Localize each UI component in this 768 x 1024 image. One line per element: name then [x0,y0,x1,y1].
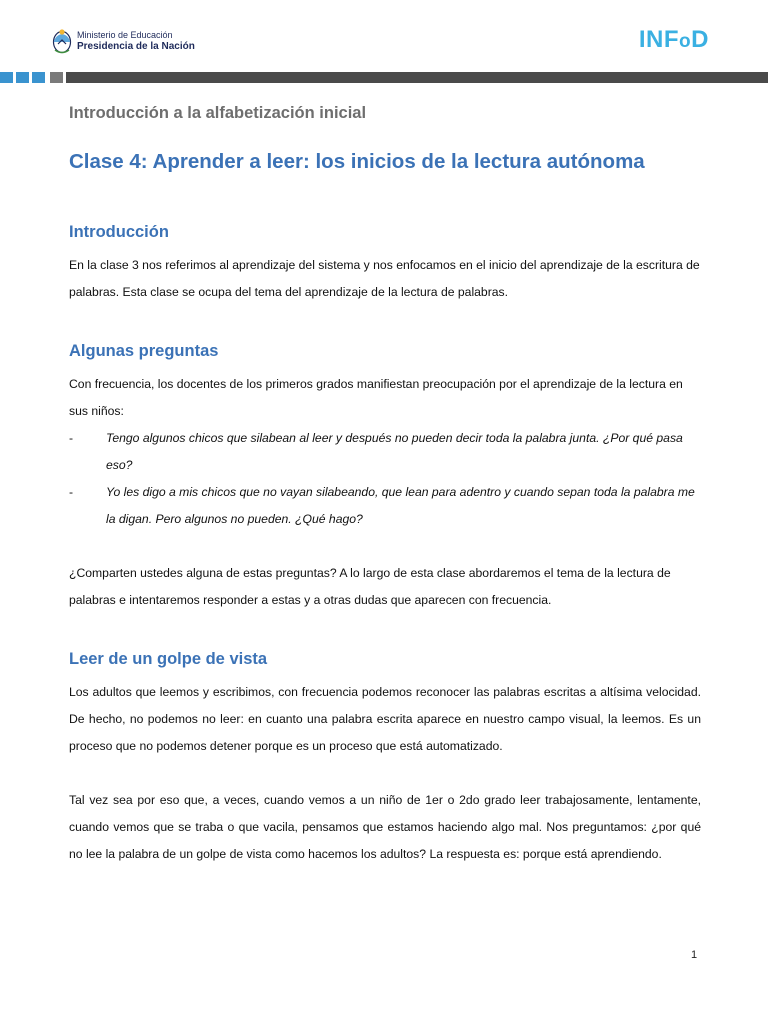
bullet-marker: - [69,485,74,499]
infod-logo-part: INF [638,26,680,53]
presidency-name: Presidencia de la Nación [77,41,195,52]
header-rule [0,72,768,84]
bullet-text: Tengo algunos chicos que silabean al leer y después no pueden decir toda la palabra junta. ¿Por qué pasa eso? [106,431,683,472]
rule-square [50,72,63,83]
glance-paragraph-2: Tal vez sea por eso que, a veces, cuando vemos a un niño de 1er o 2do grado leer trabajosamente, lentamente, cuando vemos que se traba o que vacila, pensamos que estamos haciendo algo mal. Nos preguntamos: ¿por qué no lee la palabra de un golpe de vista como hacemos los adultos? La respuesta es: porque está aprendiendo. [69,793,701,861]
bullet-marker: - [69,431,74,445]
page-header [0,0,768,70]
rule-bar [66,72,768,83]
list-item [69,479,701,533]
questions-paragraph: Con frecuencia, los docentes de los primeros grados manifiestan preocupación por el aprendizaje de la lectura en sus niños: [69,377,683,418]
rule-square [32,72,45,83]
list-item [69,425,701,479]
ministry-name: Ministerio de Educación [77,30,173,40]
infod-logo [639,26,709,54]
bullet-text: Yo les digo a mis chicos que no vayan silabeando, que lean para adentro y cuando sepan toda la palabra me la digan. Pero algunos no pueden. ¿Qué hago? [106,485,695,526]
argentina-shield-icon [52,28,72,54]
intro-paragraph: En la clase 3 nos referimos al aprendizaje del sistema y nos enfocamos en el inicio del aprendizaje de la escritura de palabras. Esta clase se ocupa del tema del aprendizaje de la lectura de palabras. [69,258,700,299]
section-heading-golpe-de-vista: Leer de un golpe de vista [69,650,268,668]
page-number: 1 [691,949,698,961]
questions-closing-paragraph: ¿Comparten ustedes alguna de estas preguntas? A lo largo de esta clase abordaremos el tema de la lectura de palabras e intentaremos responder a estas y a otras dudas que aparecen con frecuencia. [69,566,671,607]
glance-paragraph-1: Los adultos que leemos y escribimos, con frecuencia podemos reconocer las palabras escritas a altísima velocidad. De hecho, no podemos no leer: en cuanto una palabra escrita aparece en nuestro campo visual, la leemos. Es un proceso que no podemos detener porque es un proceso que está automatizado. [69,685,701,753]
course-title: Introducción a la alfabetización inicial [69,104,367,122]
class-title: Clase 4: Aprender a leer: los inicios de la lectura autónoma [69,150,645,173]
section-heading-preguntas: Algunas preguntas [69,342,219,360]
section-heading-introduccion: Introducción [69,223,169,241]
ministry-logo [52,28,195,54]
rule-square [16,72,29,83]
infod-logo-part: D [691,26,709,53]
rule-square [0,72,13,83]
infod-logo-part: o [679,31,692,52]
